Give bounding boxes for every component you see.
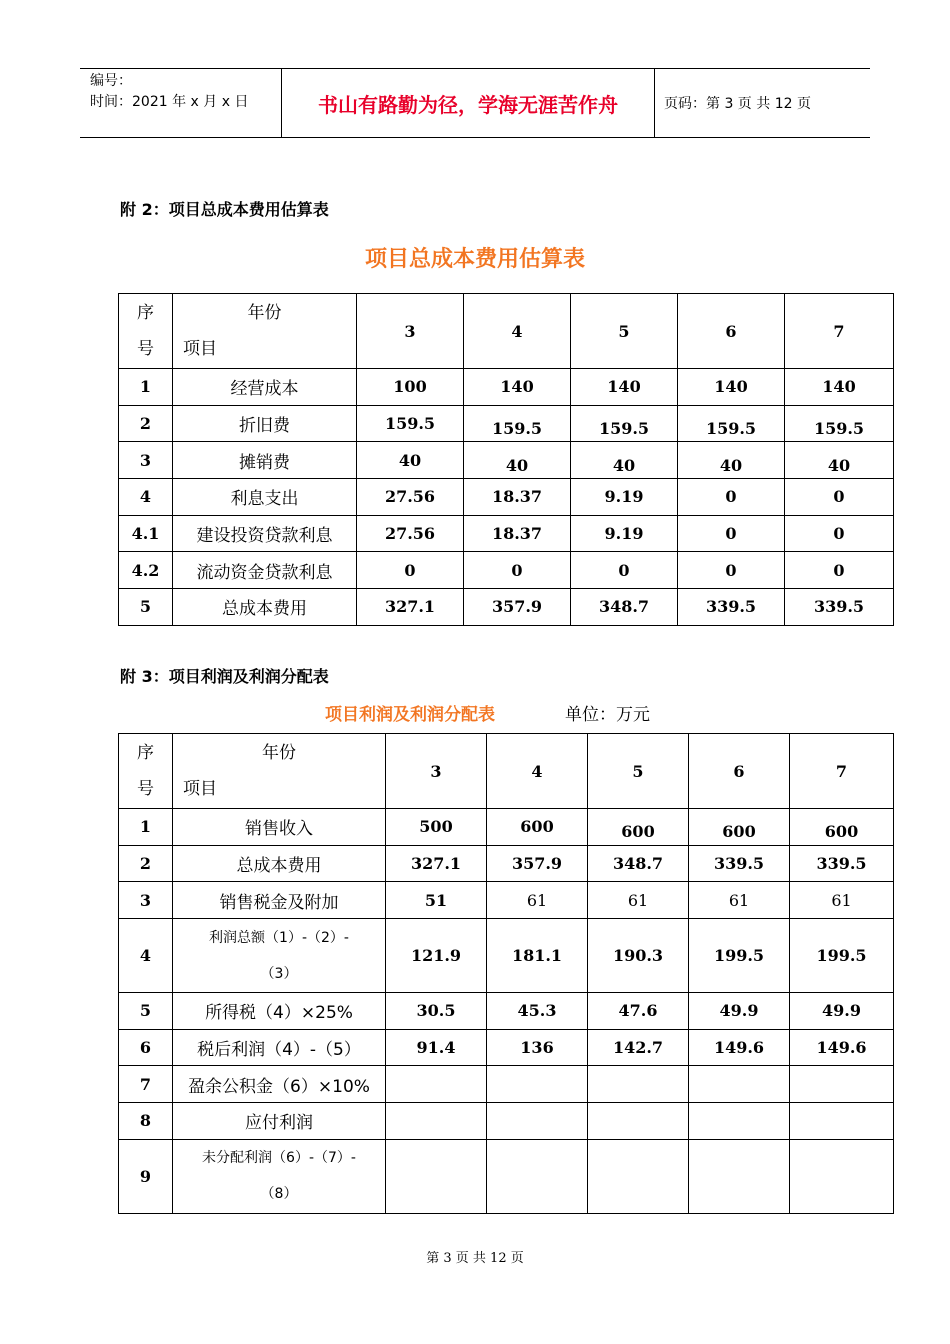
row-value: 61 — [728, 890, 750, 910]
row-value-cell — [790, 993, 894, 1030]
row-name-line: 盈余公积金（6）×10% — [188, 1076, 370, 1097]
row-name-line: 流动资金贷款利息 — [196, 562, 333, 583]
row-value: 45.3 — [517, 1001, 557, 1021]
row-value: 47.6 — [618, 1001, 658, 1021]
profit-distribution-table — [118, 733, 894, 1214]
row-value-cell — [464, 552, 571, 589]
row-value-cell — [588, 993, 689, 1030]
row-value-cell — [487, 919, 588, 993]
row-seq-cell: 5 — [119, 993, 173, 1030]
row-value-cell — [571, 552, 678, 589]
header-diagonal-content — [173, 294, 356, 368]
table-row — [119, 1029, 894, 1066]
row-name-line: 应付利润 — [245, 1113, 313, 1134]
header-year-cell: 3 — [386, 734, 487, 809]
table-row — [119, 369, 894, 406]
row-value: 600 — [824, 822, 859, 842]
row-value-cell — [386, 1139, 487, 1213]
row-value: 49.9 — [822, 1001, 861, 1021]
row-value: 121.9 — [410, 946, 462, 966]
number-label: 编号： — [90, 73, 132, 89]
row-name-cell — [173, 919, 386, 993]
row-value: 0 — [404, 560, 416, 580]
row-value-cell — [464, 515, 571, 552]
row-value: 600 — [722, 822, 756, 842]
row-value-cell — [386, 1103, 487, 1140]
time-label: 时间：2021 年 x 月 x 日 — [90, 94, 249, 110]
row-seq-cell: 3 — [119, 442, 173, 479]
row-value-cell — [689, 845, 790, 882]
row-value-cell — [678, 369, 785, 406]
row-value: 199.5 — [713, 946, 765, 966]
table-row — [119, 515, 894, 552]
table-row — [119, 1139, 894, 1213]
row-value: 40 — [719, 455, 743, 475]
header-diagonal-content — [173, 734, 385, 808]
row-value: 40 — [612, 455, 636, 475]
row-value: 339.5 — [813, 597, 865, 617]
row-value: 140 — [500, 377, 534, 397]
table-header-row — [119, 294, 894, 369]
row-value: 140 — [714, 377, 748, 397]
row-value: 339.5 — [816, 854, 867, 874]
row-value-cell — [487, 1103, 588, 1140]
header-page-info: 页码：第 3 页 共 12 页 — [664, 96, 811, 112]
header-item-label: 项目 — [183, 339, 217, 359]
row-value: 500 — [419, 817, 453, 837]
row-seq-cell: 1 — [119, 809, 173, 846]
row-name-cell — [173, 1029, 386, 1066]
row-value-cell — [588, 1103, 689, 1140]
row-name-cell — [173, 515, 357, 552]
row-value-cell — [785, 552, 894, 589]
row-value-cell — [571, 479, 678, 516]
row-value: 190.3 — [612, 946, 664, 966]
row-name-cell — [173, 405, 357, 442]
header-seq-bottom: 号 — [137, 779, 154, 799]
row-value: 40 — [505, 455, 529, 475]
header-item-label: 项目 — [183, 779, 217, 799]
row-value: 159.5 — [705, 419, 757, 439]
table-row — [119, 993, 894, 1030]
row-value: 18.37 — [491, 487, 543, 507]
row-name-line: 销售税金及附加 — [219, 892, 339, 913]
row-value: 600 — [621, 822, 655, 842]
row-seq-cell: 2 — [119, 845, 173, 882]
header-year-cell: 6 — [689, 734, 790, 809]
row-name-line: 利息支出 — [230, 489, 299, 510]
header-year-cell: 5 — [571, 294, 678, 369]
row-seq-cell: 2 — [119, 405, 173, 442]
row-value-cell — [487, 1066, 588, 1103]
row-value-cell — [588, 1029, 689, 1066]
row-value: 0 — [833, 560, 845, 580]
row-value-cell — [785, 589, 894, 626]
row-value: 49.9 — [719, 1001, 759, 1021]
row-value: 9.19 — [604, 487, 644, 507]
row-name-cell — [173, 479, 357, 516]
row-name-line: 销售收入 — [245, 819, 313, 840]
table-row — [119, 1066, 894, 1103]
row-value: 199.5 — [816, 946, 867, 966]
header-year-cell: 4 — [464, 294, 571, 369]
row-value: 159.5 — [813, 419, 865, 439]
row-value: 0 — [725, 560, 737, 580]
row-value-cell — [357, 479, 464, 516]
row-name-line: 总成本费用 — [236, 856, 322, 877]
row-value-cell — [464, 442, 571, 479]
row-value: 27.56 — [384, 487, 436, 507]
row-value-cell — [386, 993, 487, 1030]
row-value: 61 — [526, 890, 548, 910]
row-value: 0 — [833, 487, 845, 507]
header-year-label: 年份 — [247, 303, 282, 323]
row-value-cell — [357, 405, 464, 442]
row-value-cell — [785, 479, 894, 516]
row-value: 136 — [520, 1038, 554, 1058]
table-row — [119, 1103, 894, 1140]
header-year-label: 年份 — [262, 743, 296, 763]
header-divider — [654, 69, 655, 137]
row-seq-cell: 9 — [119, 1139, 173, 1213]
row-value-cell — [386, 1066, 487, 1103]
row-value-cell — [689, 919, 790, 993]
header-year-cell: 3 — [357, 294, 464, 369]
row-value-cell — [357, 369, 464, 406]
row-value-cell — [386, 845, 487, 882]
table-row — [119, 809, 894, 846]
table-header-row — [119, 734, 894, 809]
row-value: 149.6 — [816, 1038, 867, 1058]
row-name-line: 建设投资贷款利息 — [196, 526, 333, 547]
row-value: 0 — [833, 524, 845, 544]
row-value-cell — [790, 882, 894, 919]
row-value-cell — [689, 993, 790, 1030]
row-seq-cell: 4.2 — [119, 552, 173, 589]
row-value-cell — [357, 589, 464, 626]
row-name-line: 折旧费 — [239, 416, 290, 437]
row-name-line: 未分配利润（6）-（7）- — [202, 1150, 356, 1167]
header-year-cell: 6 — [678, 294, 785, 369]
header-seq-cell — [119, 734, 173, 809]
row-value: 61 — [627, 890, 649, 910]
header-year-cell: 7 — [790, 734, 894, 809]
table-row — [119, 589, 894, 626]
row-value-cell — [678, 405, 785, 442]
row-value-cell — [487, 1029, 588, 1066]
row-value: 40 — [398, 450, 422, 470]
row-value-cell — [790, 1029, 894, 1066]
table-row — [119, 919, 894, 993]
row-value: 181.1 — [511, 946, 563, 966]
table-row — [119, 552, 894, 589]
header-seq-cell — [119, 294, 173, 369]
row-value-cell — [785, 369, 894, 406]
header-motto: 书山有路勤为径，学海无涯苦作舟 — [318, 93, 618, 117]
row-value-cell — [689, 1103, 790, 1140]
row-value-cell — [464, 405, 571, 442]
row-name-line: 经营成本 — [230, 379, 299, 400]
row-value-cell — [689, 1029, 790, 1066]
table-row — [119, 845, 894, 882]
row-value: 9.19 — [604, 524, 644, 544]
row-value-cell — [588, 809, 689, 846]
row-value: 51 — [424, 890, 448, 910]
row-value-cell — [588, 882, 689, 919]
row-seq-cell: 5 — [119, 589, 173, 626]
table-row — [119, 442, 894, 479]
header-diagonal-cell — [173, 294, 357, 369]
row-value: 159.5 — [491, 419, 543, 439]
row-value: 327.1 — [410, 854, 462, 874]
row-name-cell — [173, 1103, 386, 1140]
row-value: 140 — [822, 377, 856, 397]
row-value-cell — [678, 552, 785, 589]
row-value-cell — [487, 809, 588, 846]
row-value-cell — [464, 479, 571, 516]
row-name-cell — [173, 589, 357, 626]
row-seq-cell: 1 — [119, 369, 173, 406]
row-name-cell — [173, 442, 357, 479]
row-value: 140 — [607, 377, 641, 397]
header-meta — [90, 71, 248, 113]
row-name-cell — [173, 845, 386, 882]
row-value-cell — [790, 1139, 894, 1213]
row-value: 357.9 — [491, 597, 543, 617]
row-value-cell — [678, 589, 785, 626]
row-value: 0 — [618, 560, 630, 580]
row-value-cell — [790, 1103, 894, 1140]
row-value-cell — [678, 515, 785, 552]
row-value-cell — [571, 589, 678, 626]
row-value-cell — [487, 882, 588, 919]
row-value-cell — [689, 1139, 790, 1213]
row-value: 159.5 — [384, 414, 436, 434]
appendix-3-note: 附 3：项目利润及利润分配表 — [120, 667, 329, 686]
row-name-line: 利润总额（1）-（2）- — [209, 929, 349, 946]
header-seq-top: 序 — [137, 303, 154, 323]
row-value-cell — [790, 809, 894, 846]
row-value-cell — [357, 442, 464, 479]
row-value-cell — [689, 882, 790, 919]
row-value-cell — [588, 1066, 689, 1103]
row-value-cell — [357, 552, 464, 589]
row-value: 159.5 — [598, 419, 650, 439]
row-value: 600 — [520, 817, 554, 837]
header-year-cell: 4 — [487, 734, 588, 809]
row-seq-cell: 4 — [119, 919, 173, 993]
page-header — [80, 68, 870, 138]
row-seq-cell: 6 — [119, 1029, 173, 1066]
page-footer: 第 3 页 共 12 页 — [426, 1251, 524, 1266]
row-seq-cell: 4 — [119, 479, 173, 516]
row-value-cell — [357, 515, 464, 552]
table-row — [119, 405, 894, 442]
row-value: 348.7 — [598, 597, 650, 617]
row-value: 327.1 — [384, 597, 436, 617]
row-name-cell — [173, 552, 357, 589]
row-value: 30.5 — [416, 1001, 456, 1021]
row-name-cell — [173, 369, 357, 406]
header-year-cell: 5 — [588, 734, 689, 809]
row-value-cell — [571, 515, 678, 552]
row-value-cell — [785, 405, 894, 442]
row-name-cell — [173, 809, 386, 846]
row-name-line: 所得税（4）×25% — [205, 1003, 353, 1024]
row-name-cell — [173, 1066, 386, 1103]
table-row — [119, 882, 894, 919]
row-value-cell — [571, 442, 678, 479]
row-value: 339.5 — [713, 854, 765, 874]
row-value-cell — [487, 845, 588, 882]
row-value-cell — [386, 882, 487, 919]
row-seq-cell: 8 — [119, 1103, 173, 1140]
row-value-cell — [588, 845, 689, 882]
row-value: 27.56 — [384, 524, 436, 544]
row-value: 149.6 — [713, 1038, 765, 1058]
row-value-cell — [790, 919, 894, 993]
row-value-cell — [464, 589, 571, 626]
row-value: 0 — [511, 560, 523, 580]
row-name-line: （8） — [260, 1186, 298, 1203]
unit-label: 单位：万元 — [565, 705, 650, 725]
row-value: 18.37 — [491, 524, 543, 544]
row-seq-cell: 3 — [119, 882, 173, 919]
profit-table-title: 项目利润及利润分配表 — [325, 705, 495, 725]
row-value-cell — [678, 479, 785, 516]
row-value-cell — [487, 993, 588, 1030]
table-row — [119, 479, 894, 516]
row-name-line: 总成本费用 — [222, 599, 307, 620]
row-name-cell — [173, 993, 386, 1030]
header-seq-top: 序 — [137, 743, 154, 763]
row-value: 142.7 — [612, 1038, 664, 1058]
row-value: 91.4 — [416, 1038, 456, 1058]
row-value-cell — [571, 405, 678, 442]
appendix-2-note: 附 2：项目总成本费用估算表 — [120, 200, 329, 219]
row-seq-cell: 7 — [119, 1066, 173, 1103]
row-value-cell — [785, 515, 894, 552]
row-seq-cell: 4.1 — [119, 515, 173, 552]
row-name-cell — [173, 1139, 386, 1213]
row-value-cell — [678, 442, 785, 479]
row-value-cell — [464, 369, 571, 406]
row-value: 357.9 — [511, 854, 563, 874]
row-name-line: 摊销费 — [239, 452, 290, 473]
row-value: 0 — [725, 487, 737, 507]
header-seq-bottom: 号 — [137, 339, 154, 359]
row-value-cell — [386, 919, 487, 993]
row-value: 61 — [831, 890, 852, 910]
row-value-cell — [785, 442, 894, 479]
row-value-cell — [386, 1029, 487, 1066]
header-diagonal-cell — [173, 734, 386, 809]
row-value-cell — [790, 1066, 894, 1103]
row-value-cell — [386, 809, 487, 846]
row-value: 40 — [827, 455, 851, 475]
cost-table-title: 项目总成本费用估算表 — [364, 247, 585, 272]
row-value-cell — [487, 1139, 588, 1213]
row-value: 348.7 — [612, 854, 664, 874]
row-value-cell — [588, 919, 689, 993]
row-name-line: （3） — [260, 965, 298, 982]
row-name-cell — [173, 882, 386, 919]
row-value-cell — [790, 845, 894, 882]
row-value: 339.5 — [705, 597, 757, 617]
row-value: 100 — [393, 377, 427, 397]
row-value-cell — [689, 1066, 790, 1103]
row-name-line: 税后利润（4）-（5） — [197, 1040, 361, 1061]
cost-estimate-table — [118, 293, 894, 626]
row-value-cell — [571, 369, 678, 406]
row-value-cell — [689, 809, 790, 846]
row-value: 0 — [725, 524, 737, 544]
header-year-cell: 7 — [785, 294, 894, 369]
row-value-cell — [588, 1139, 689, 1213]
